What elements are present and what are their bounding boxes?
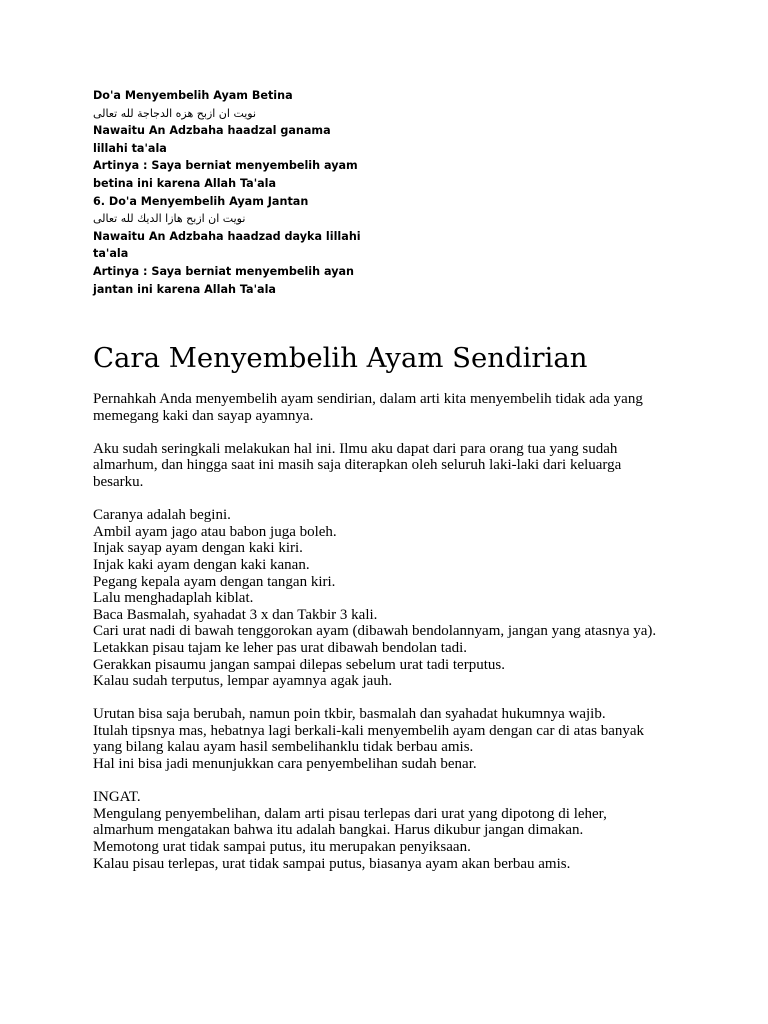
translation-line: Artinya : Saya berniat menyembelih ayan — [93, 264, 355, 278]
text-line: almarhum mengatakan bahwa itu adalah bangkai. Harus dikubur jangan dimakan. — [93, 822, 584, 839]
translation-line: Artinya : Saya berniat menyembelih ayam — [93, 159, 358, 173]
text-line: Lalu menghadaplah kiblat. — [93, 590, 254, 607]
text-line: Itulah tipsnya mas, hebatnya lagi berkali-kali menyembelih ayam dengan car di atas banyak — [93, 722, 645, 739]
section-title: Cara Menyembelih Ayam Sendirian — [93, 342, 588, 374]
arabic-prayer-jantan: نويت ان ازبح هازا الديك لله تعالى — [93, 212, 246, 226]
text-line: almarhum, dan hingga saat ini masih saja diterapkan oleh seluruh laki-laki dari keluarga — [93, 457, 622, 474]
text-line: Pernahkah Anda menyembelih ayam sendirian, dalam arti kita menyembelih tidak ada yang — [93, 391, 643, 407]
paragraph — [93, 391, 693, 424]
paragraph — [93, 507, 693, 690]
text-line: Cari urat nadi di bawah tenggorokan ayam (dibawah bendolannyam, jangan yang atasnya ya). — [93, 623, 657, 640]
text-line: besarku. — [93, 473, 144, 490]
prayer-heading-betina: Do'a Menyembelih Ayam Betina — [93, 89, 293, 102]
text-line: Baca Basmalah, syahadat 3 x dan Takbir 3 kali. — [93, 606, 378, 623]
text-line: Aku sudah seringkali melakukan hal ini. Ilmu aku dapat dari para orang tua yang sudah — [93, 440, 618, 457]
paragraph — [93, 789, 693, 872]
text-line: Mengulang penyembelihan, dalam arti pisau terlepas dari urat yang dipotong di leher, — [93, 805, 607, 822]
arabic-prayer-betina: نويت ان ازبح هزه الدجاجة لله تعالى — [93, 106, 257, 120]
text-line: Ambil ayam jago atau babon juga boleh. — [93, 523, 337, 540]
text-line: Kalau pisau terlepas, urat tidak sampai putus, biasanya ayam akan berbau amis. — [93, 855, 571, 872]
text-line: Hal ini bisa jadi menunjukkan cara penyembelihan sudah benar. — [93, 756, 477, 773]
paragraph — [93, 706, 693, 772]
transliteration-line: Nawaitu An Adzbaha haadzad dayka lillahi — [93, 229, 361, 243]
text-line: Urutan bisa saja berubah, namun poin tkbir, basmalah dan syahadat hukumnya wajib. — [93, 706, 606, 723]
text-line: Pegang kepala ayam dengan tangan kiri. — [93, 573, 336, 590]
text-line: Letakkan pisau tajam ke leher pas urat dibawah bendolan tadi. — [93, 639, 468, 656]
text-line: yang bilang kalau ayam hasil sembelihanklu tidak berbau amis. — [93, 739, 474, 756]
text-line: Kalau sudah terputus, lempar ayamnya agak jauh. — [93, 673, 393, 690]
prayer-text-block — [93, 87, 393, 298]
translation-line: betina ini karena Allah Ta'ala — [93, 176, 277, 190]
text-line: Injak kaki ayam dengan kaki kanan. — [93, 556, 310, 573]
text-line: memegang kaki dan sayap ayamnya. — [93, 407, 314, 424]
text-line: Caranya adalah begini. — [93, 507, 231, 524]
transliteration-line: lillahi ta'ala — [93, 141, 167, 155]
transliteration-line: Nawaitu An Adzbaha haadzal ganama — [93, 124, 331, 138]
text-line: Memotong urat tidak sampai putus, itu merupakan penyiksaan. — [93, 839, 471, 856]
prayer-heading-jantan: 6. Do'a Menyembelih Ayam Jantan — [93, 194, 309, 208]
text-line: INGAT. — [93, 789, 141, 806]
article-body — [93, 391, 693, 889]
transliteration-line: ta'ala — [93, 247, 129, 261]
translation-line: jantan ini karena Allah Ta'ala — [93, 282, 276, 296]
text-line: Gerakkan pisaumu jangan sampai dilepas sebelum urat tadi terputus. — [93, 656, 505, 673]
paragraph — [93, 441, 693, 491]
text-line: Injak sayap ayam dengan kaki kiri. — [93, 540, 303, 557]
